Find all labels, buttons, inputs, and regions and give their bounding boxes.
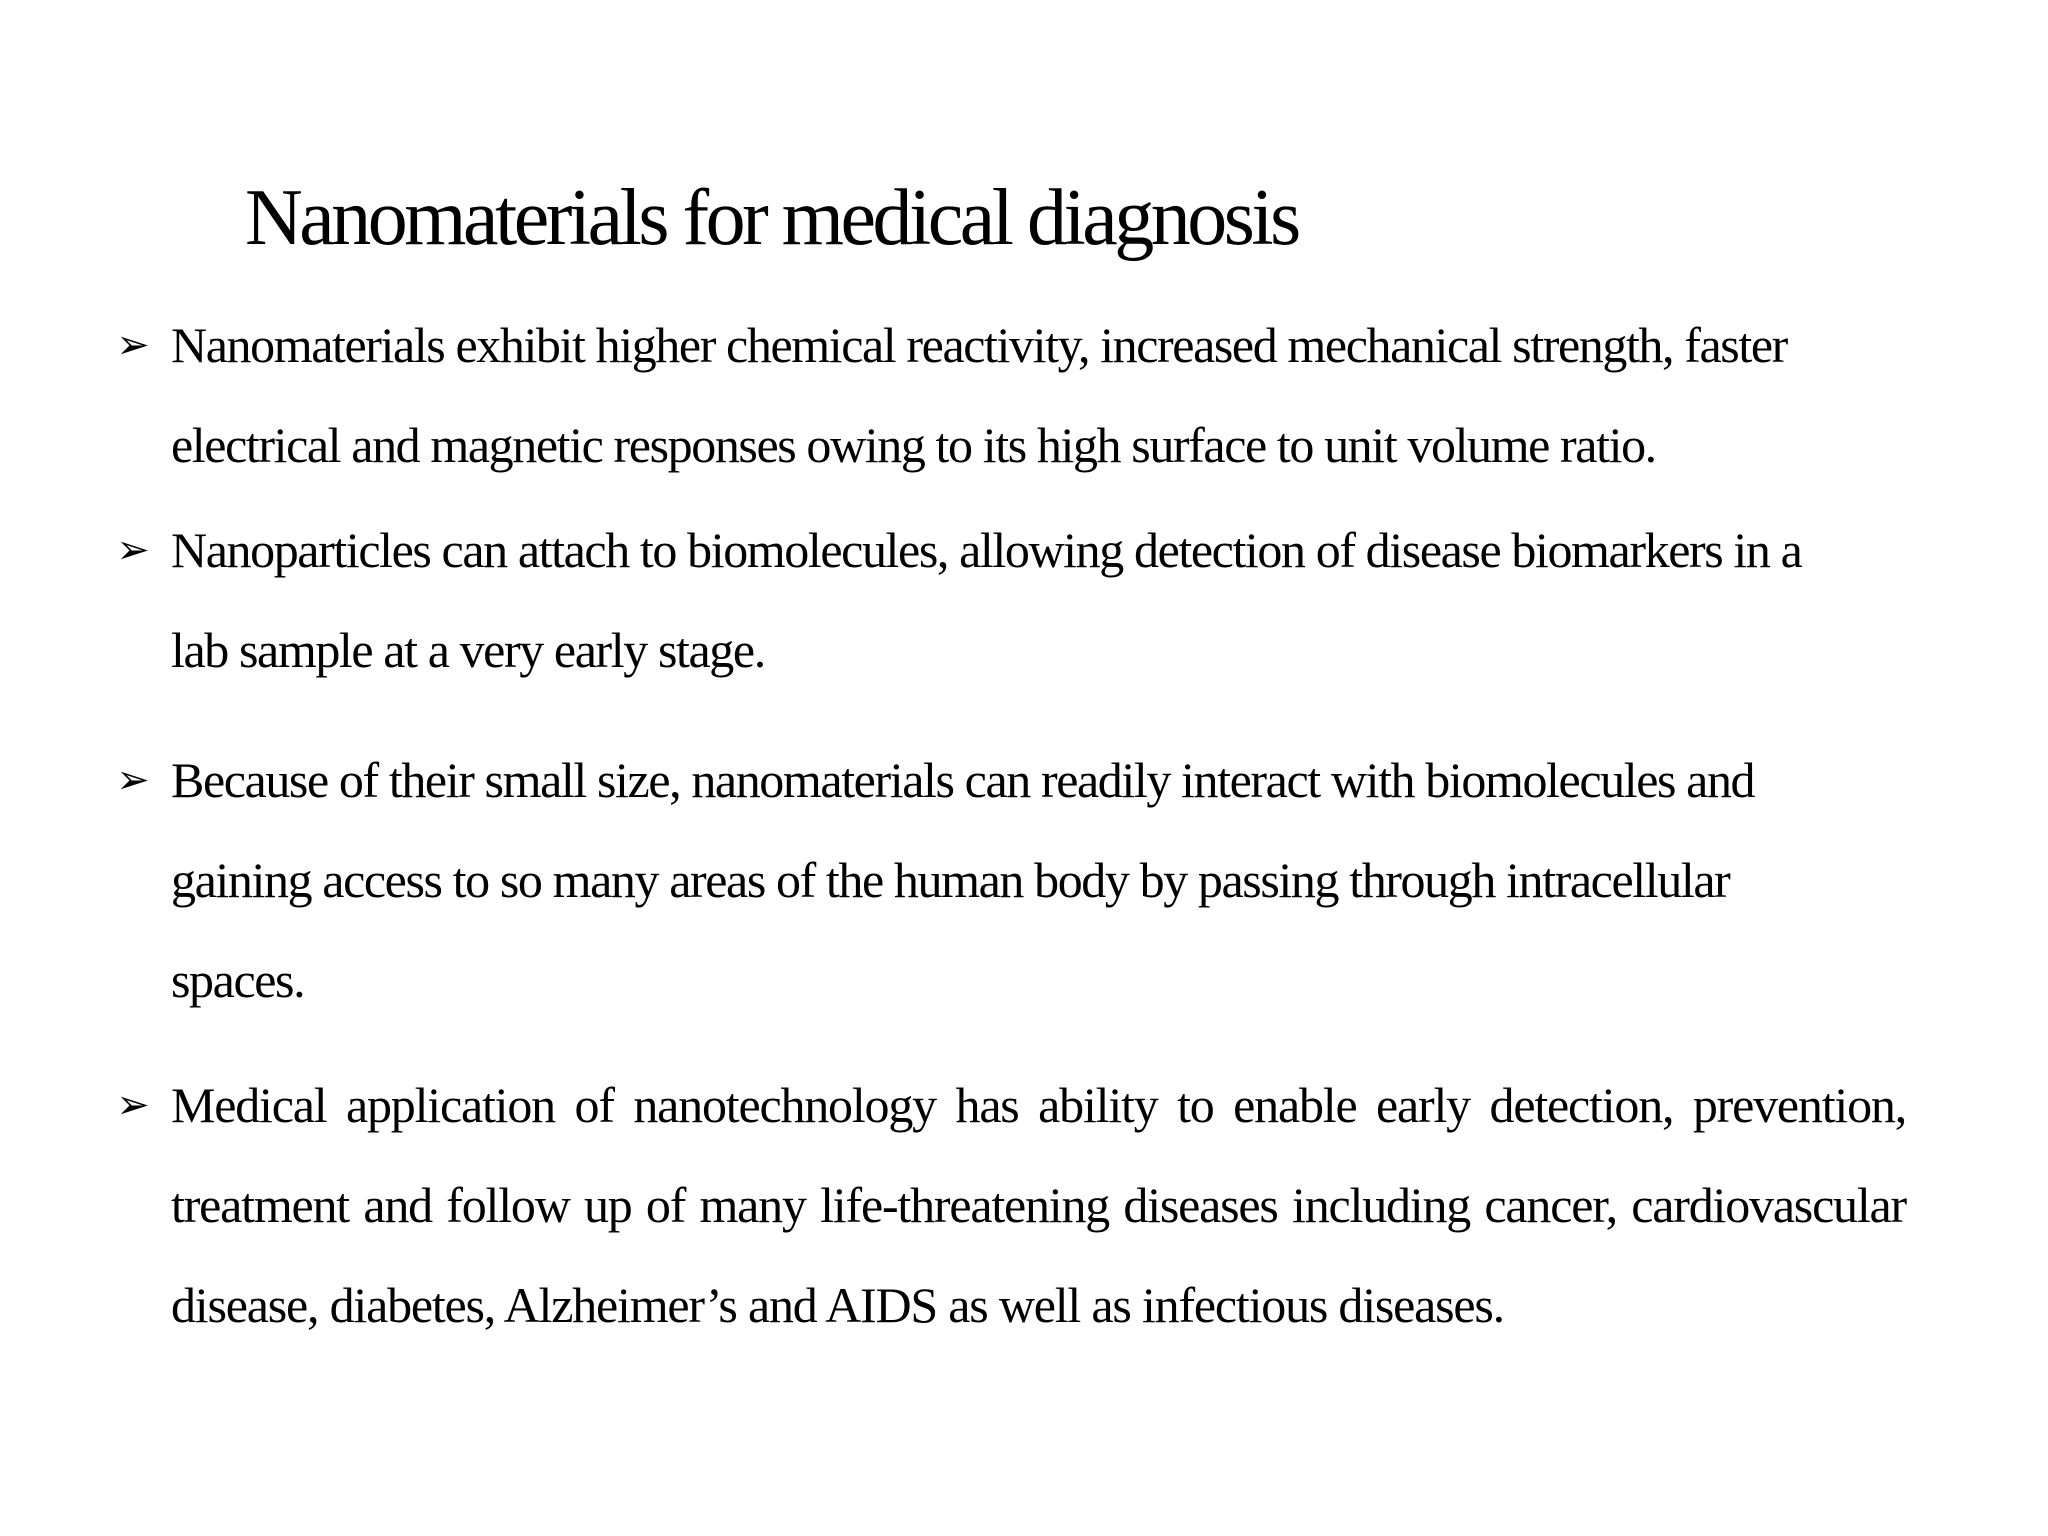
- bullet-text: Nanoparticles can attach to biomolecules, allowing detection of disease biomarkers in a lab sample at a very early stage.: [171, 522, 1802, 678]
- bullet-text: Nanomaterials exhibit higher chemical reactivity, increased mechanical strength, faster electrical and magnetic responses owing to its high surface to unit volume ratio.: [171, 317, 1787, 473]
- bullet-text: Medical application of nanotechnology has ability to enable early detection, prevention, treatment and follow up of many life-threatening diseases including cancer, cardiovascular disease, diabetes, Alzheimer’s and AIDS as well as infectious diseases.: [171, 1077, 1906, 1333]
- slide-title: Nanomaterials for medical diagnosis: [245, 174, 1298, 262]
- arrowhead-bullet-icon: ➢: [116, 322, 150, 367]
- arrowhead-bullet-icon: ➢: [116, 527, 150, 572]
- arrowhead-bullet-icon: ➢: [116, 1082, 150, 1127]
- arrowhead-bullet-icon: ➢: [116, 757, 150, 802]
- bullet-text: Because of their small size, nanomaterials can readily interact with biomolecules and gaining access to so many areas of the human body by passing through intracellular spaces.: [171, 752, 1755, 1008]
